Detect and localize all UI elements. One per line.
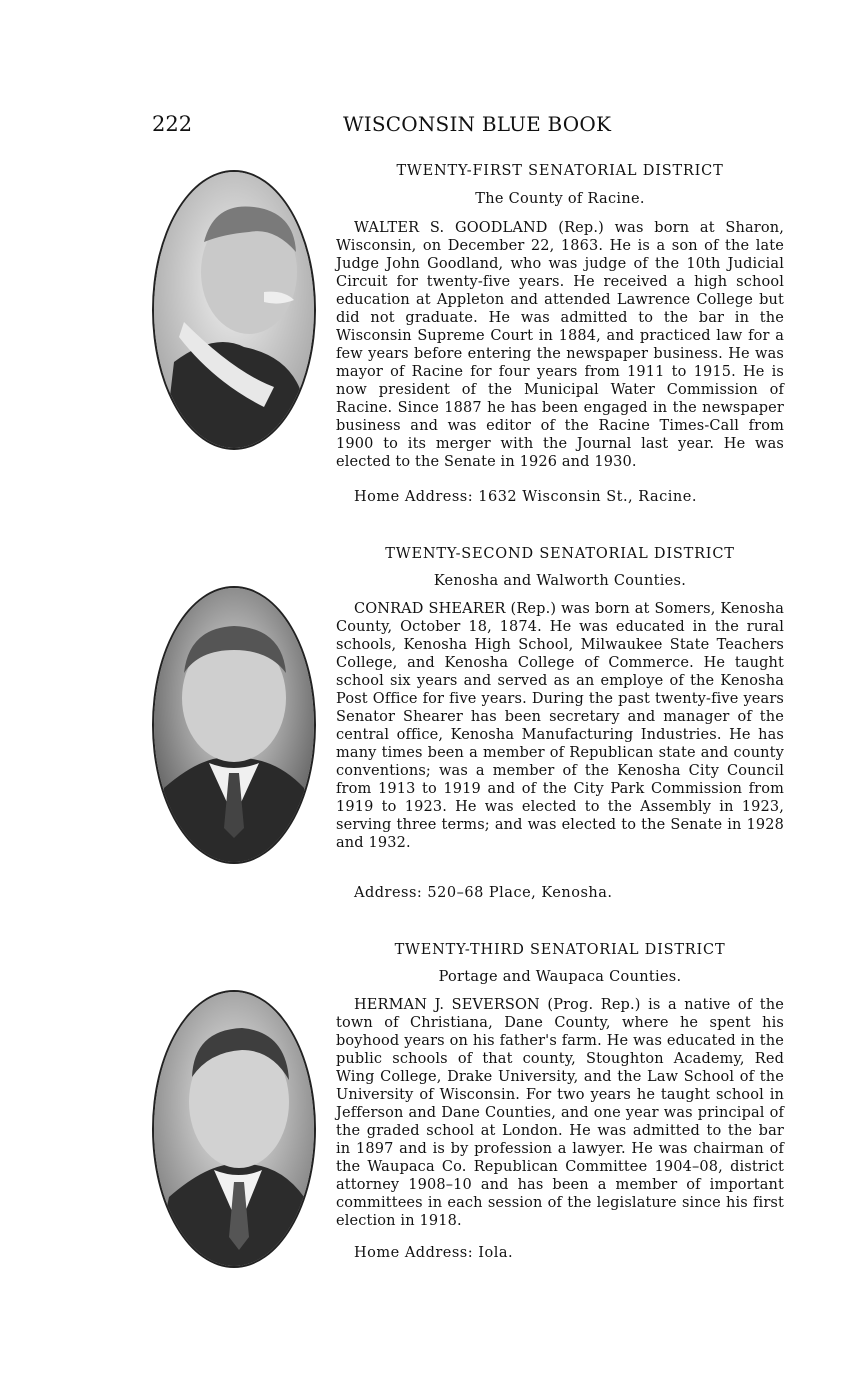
page-header: [0, 112, 859, 140]
senator-address: Home Address: 1632 Wisconsin St., Racine.: [354, 489, 697, 505]
senator-portrait: [152, 586, 316, 864]
page-number: 222: [152, 112, 193, 136]
district-heading: TWENTY-FIRST SENATORIAL DISTRICT: [396, 163, 724, 179]
senator-address: Home Address: Iola.: [354, 1245, 514, 1261]
district-heading: TWENTY-SECOND SENATORIAL DISTRICT: [385, 546, 735, 562]
district-area: Portage and Waupaca Counties.: [438, 969, 682, 985]
district-area: Kenosha and Walworth Counties.: [433, 573, 687, 589]
district-heading: TWENTY-THIRD SENATORIAL DISTRICT: [394, 942, 726, 958]
running-title: WISCONSIN BLUE BOOK: [343, 112, 612, 136]
senator-biography: HERMAN J. SEVERSON (Prog. Rep.) is a native of the town of Christiana, Dane County, where he spent his boyhood years on his father's farm. He was educated in the public schools of that county, Stoughton Academy, Red Wing College, Drake University, and the Law School of the University of Wisconsin. For two years he taught school in Jefferson and Dane Counties, and one year was principal of the graded school at London. He was admitted to the bar in 1897 and is by profession a lawyer. He was chairman of the Waupaca Co. Republican Committee 1904–08, district attorney 1908–10 and has been a member of important committees in each session of the legislature since his first election in 1918.: [336, 997, 784, 1229]
senator-biography: CONRAD SHEARER (Rep.) was born at Somers, Kenosha County, October 18, 1874. He was educated in the rural schools, Kenosha High School, Milwaukee State Teachers College, and Kenosha College of Commerce. He taught school six years and served as an employe of the Kenosha Post Office for five years. During the past twenty-five years Senator Shearer has been secretary and manager of the central office, Kenosha Manufacturing Industries. He has many times been a member of Republican state and county conventions; was a member of the Kenosha City Council from 1913 to 1919 and of the City Park Commission from 1919 to 1923. He was elected to the Assembly in 1923, serving three terms; and was elected to the Senate in 1928 and 1932.: [336, 601, 784, 851]
senator-biography: WALTER S. GOODLAND (Rep.) was born at Sharon, Wisconsin, on December 22, 1863. He is a son of the late Judge John Goodland, who was judge of the 10th Judicial Circuit for twenty-five years. He received a high school education at Appleton and attended Lawrence College but did not graduate. He was admitted to the bar in the Wisconsin Supreme Court in 1884, and practiced law for a few years before entering the newspaper business. He was mayor of Racine for four years from 1911 to 1915. He is now president of the Municipal Water Commission of Racine. Since 1887 he has been engaged in the newspaper business and was editor of the Racine Times-Call from 1900 to its merger with the Journal last year. He was elected to the Senate in 1926 and 1930.: [336, 220, 784, 470]
senator-portrait: [152, 990, 316, 1268]
district-area: The County of Racine.: [475, 191, 645, 207]
senator-address: Address: 520–68 Place, Kenosha.: [354, 885, 613, 901]
senator-portrait: [152, 170, 316, 450]
